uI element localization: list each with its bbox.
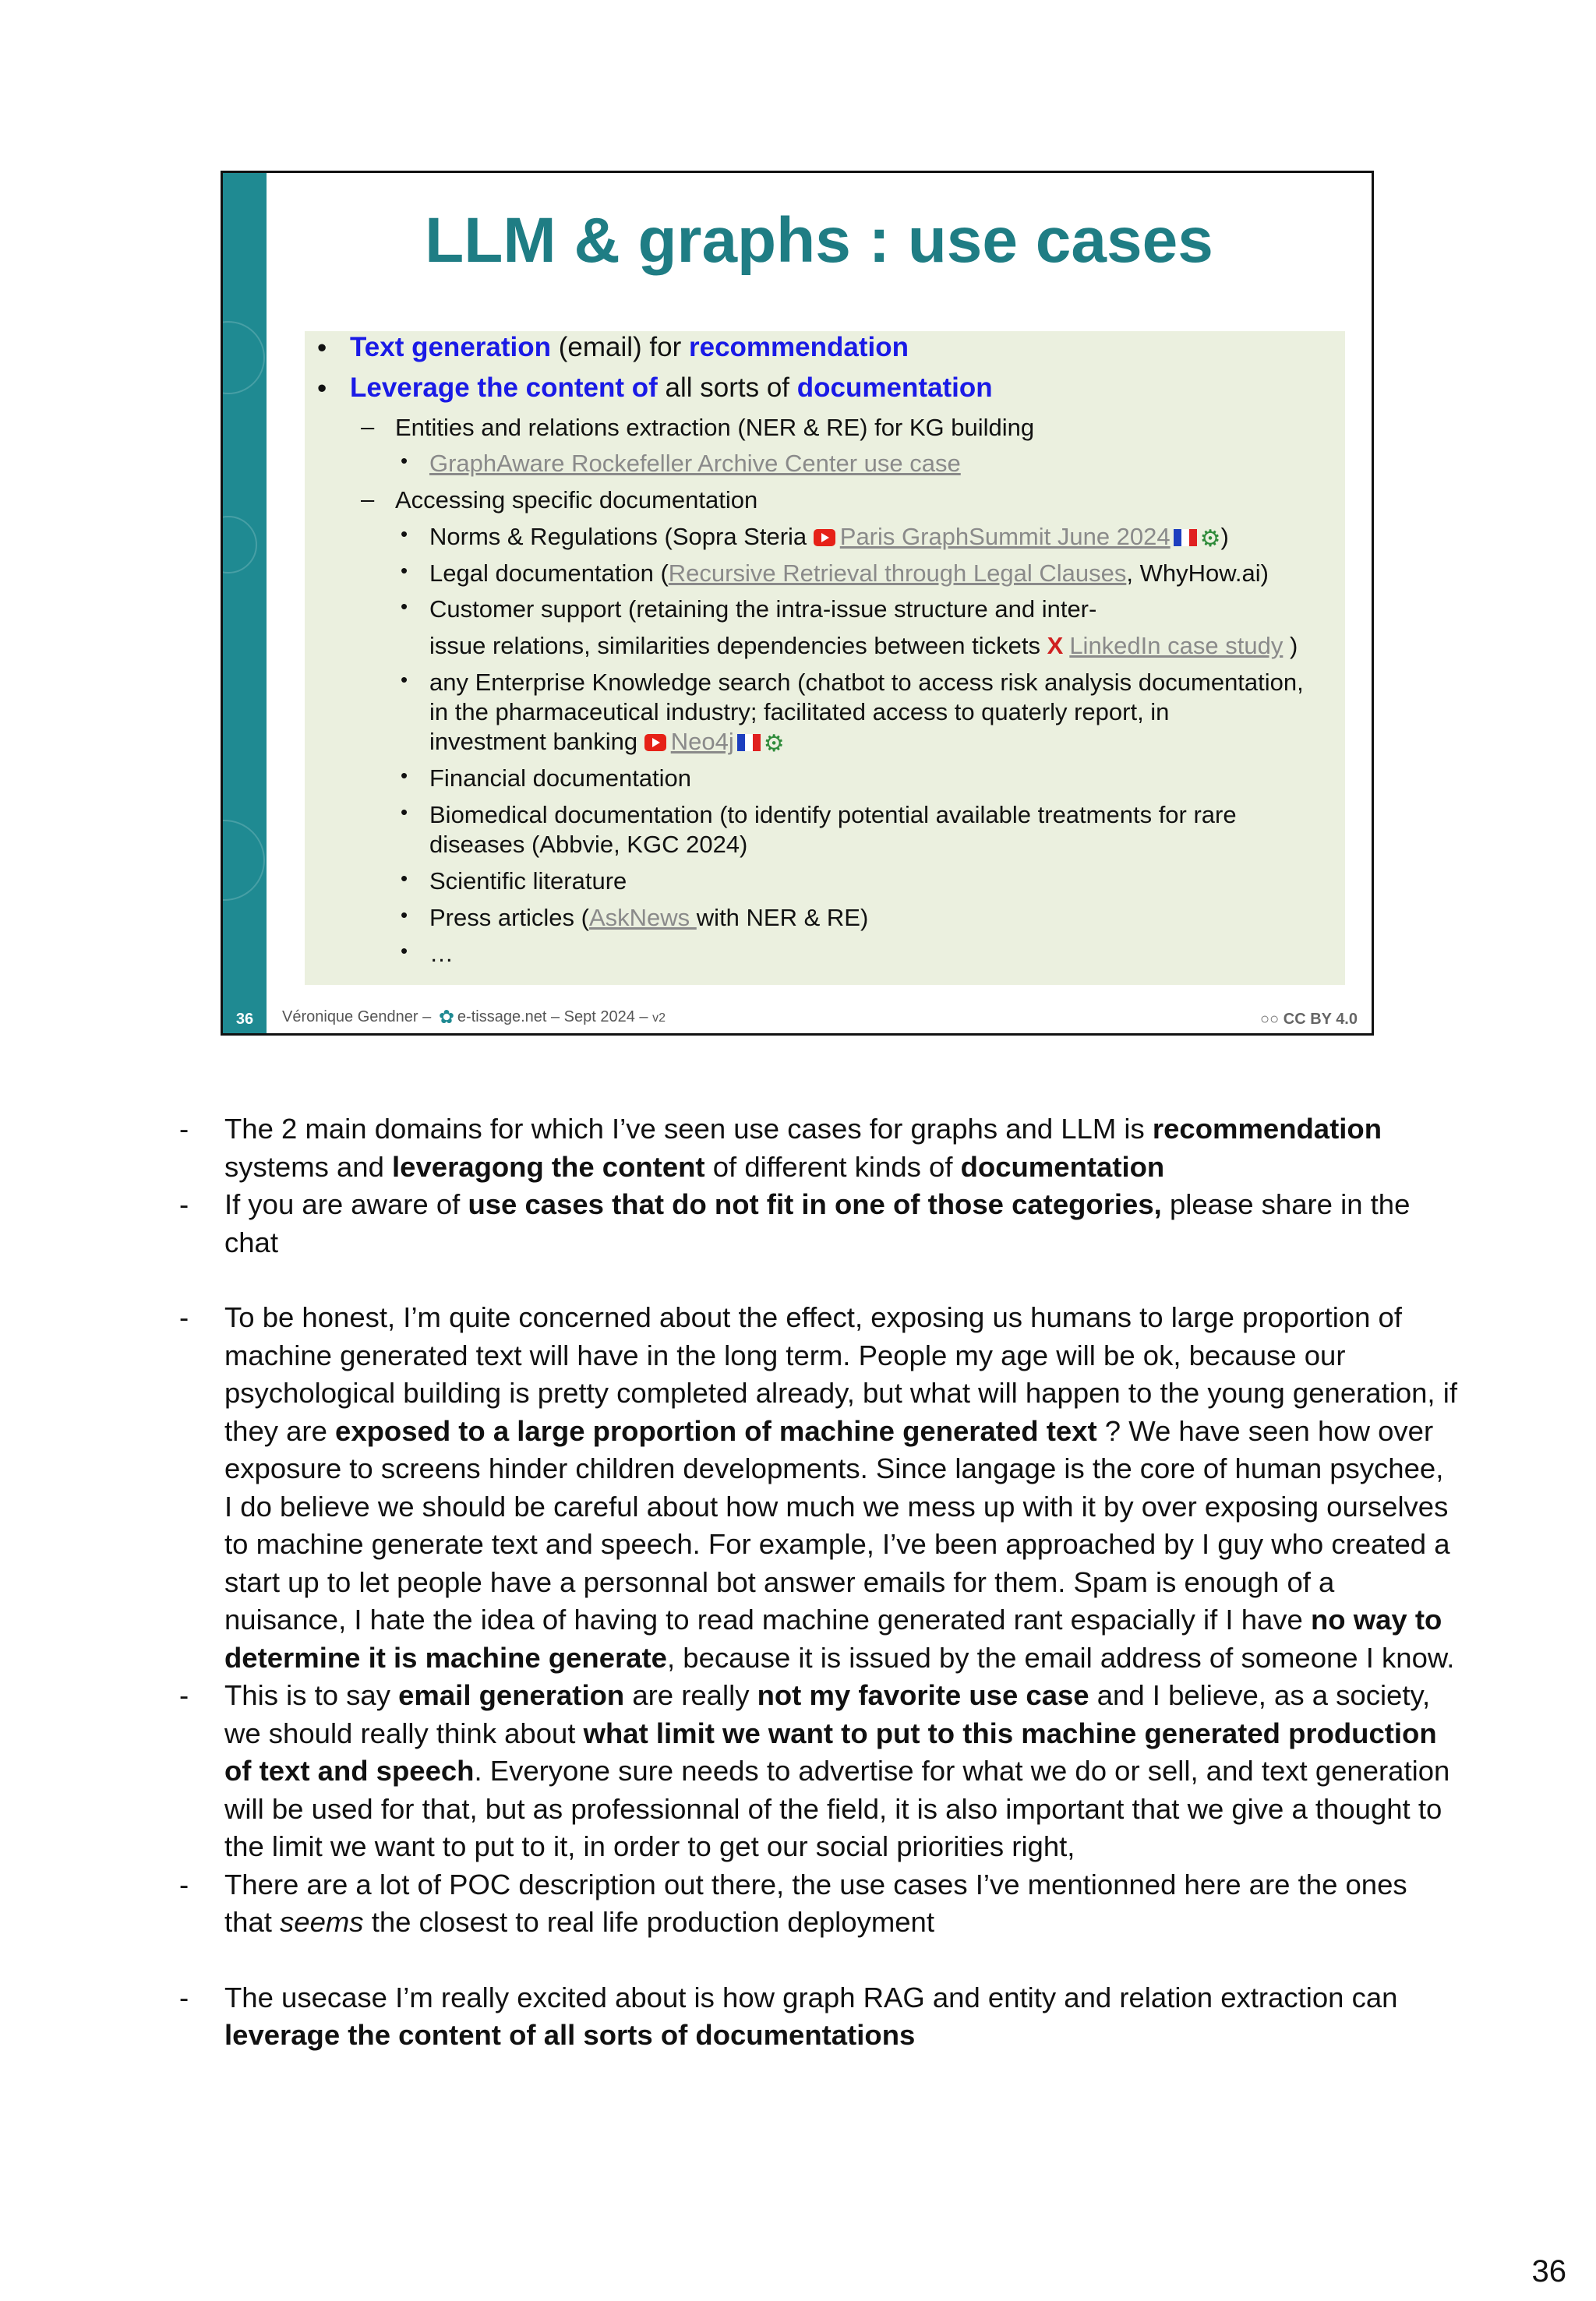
item-ellipsis: … [429, 940, 454, 967]
item-biomedical-line2: diseases (Abbvie, KGC 2024) [429, 831, 748, 858]
item-press-articles: Press articles (AskNews with NER & RE) [429, 904, 869, 931]
item-norms-regulations: Norms & Regulations (Sopra Steria Paris GraphSummit June 2024 ⚙) [429, 522, 1229, 554]
item-enterprise-line2: in the pharmaceutical industry; facilitated access to quaterly report, in [429, 698, 1170, 725]
e-tissage-logo-icon: ✿ [438, 1007, 454, 1028]
slide-number: 36 [235, 1011, 254, 1028]
neo4j-link[interactable]: Neo4j [670, 728, 734, 755]
robot-icon: ⚙ [1199, 526, 1221, 552]
note-item: - The usecase I’m really excited about is how graph RAG and entity and relation extraction can leverage the content of all sorts of documentations [179, 1981, 1398, 2051]
graphaware-link[interactable]: GraphAware Rockefeller Archive Center use case [429, 450, 961, 477]
x-twitter-icon: X [1047, 632, 1064, 659]
item-biomedical-line1: Biomedical documentation (to identify potential available treatments for rare [429, 801, 1237, 828]
youtube-icon [814, 529, 835, 546]
slide-content-box: • Text generation (email) for recommendation • Leverage the content of all sorts of documentation – Entities and relations extraction (NER & RE) for KG building • GraphAware Rockefeller Archive Center use case – Accessing specific documentation • Norms & Regulations (Sopra Steria Paris GraphSummit June 2024 ⚙) • Legal documentation (Recursive Retrieval through Legal Clauses, WhyHow.ai) • Customer support (retaining the intra-issue structure and inter- issue relations, similarities dependencies between tickets X LinkedIn case study ) • any Enterprise Knowledge search (chatbot to access risk analysis documentation, in the pharmaceutical industry; facilitated access to quaterly report, in investment banking Neo4j ⚙ • Financial documentation • Biomedical documentation (to identify potential available treatments for rare diseases (Abbvie, KGC 2024) • Scientific literature • Press articles (AskNews with NER & RE) • … [305, 331, 1345, 985]
asknews-link[interactable]: AskNews [588, 904, 697, 931]
item-legal-documentation: Legal documentation (Recursive Retrieval through Legal Clauses, WhyHow.ai) [429, 559, 1269, 587]
sub-accessing-documentation: Accessing specific documentation [395, 486, 758, 513]
note-item: - This is to say email generation are really not my favorite use case and I believe, as a society, we should really think about what limit we want to put to this machine generated production of text and speech. Everyone sure needs to advertise for what we do or sell, and text generation will be used for that, but as professionnal of the field, it is also important that we give a thought to the limit we want to put to it, in order to get our social priorities right, [179, 1679, 1450, 1862]
paris-graphsummit-link[interactable]: Paris GraphSummit June 2024 [839, 523, 1171, 550]
slide-footer: Véronique Gendner – ✿ e-tissage.net – Sept 2024 – v2 [282, 1007, 666, 1028]
note-item: - The 2 main domains for which I’ve seen use cases for graphs and LLM is recommendation systems and leveragong the content of different kinds of documentation [179, 1113, 1382, 1183]
page-number: 36 [1531, 2254, 1566, 2289]
youtube-icon [644, 734, 666, 751]
french-flag-icon [737, 734, 761, 751]
item-customer-support-line1: Customer support (retaining the intra-issue structure and inter- [429, 595, 1097, 623]
item-scientific: Scientific literature [429, 867, 627, 895]
sub-entities-extraction: Entities and relations extraction (NER & RE) for KG building [395, 414, 1035, 441]
cc-license: ○○ CC BY 4.0 [1260, 1011, 1358, 1028]
note-item: - There are a lot of POC description out there, the use cases I’ve mentionned here are the ones that seems the closest to real life production deployment [179, 1868, 1407, 1938]
slide-sidebar [223, 173, 267, 1033]
item-financial: Financial documentation [429, 764, 692, 792]
bullet-text-generation: Text generation (email) for recommendation [350, 332, 909, 362]
item-customer-support-line2: issue relations, similarities dependencies between tickets X LinkedIn case study ) [429, 632, 1298, 659]
french-flag-icon [1174, 529, 1197, 546]
bullet-leverage-content: Leverage the content of all sorts of documentation [350, 372, 993, 403]
item-enterprise-line1: any Enterprise Knowledge search (chatbot to access risk analysis documentation, [429, 669, 1304, 696]
cc-icon: ○○ [1260, 1011, 1280, 1028]
legal-clauses-link[interactable]: Recursive Retrieval through Legal Clauses [668, 559, 1127, 587]
slide-title: LLM & graphs : use cases [425, 205, 1213, 276]
speaker-notes [179, 1110, 1457, 2055]
note-item: - If you are aware of use cases that do not fit in one of those categories, please share in the chat [179, 1188, 1411, 1258]
note-item: - To be honest, I’m quite concerned about the effect, exposing us humans to large proportion of machine generated text will have in the long term. People my age will be ok, because our psychological building is pretty completed already, but what will happen to the young generation, if they are exposed to a large proportion of machine generated text ? We have seen how over exposure to screens hinder children developments. Since langage is the core of human psychee, I do believe we should be careful about how much we mess up with it by over exposing ourselves to machine generate text and speech. For example, I’ve been approached by I guy who created a start up to let people have a personnal bot answer emails for them. Spam is enough of a nuisance, I hate the idea of having to read machine generated rant espacially if I have no way to determine it is machine generate, because it is issued by the email address of someone I know. [179, 1301, 1457, 1674]
robot-icon: ⚙ [763, 731, 785, 757]
slide-image [221, 171, 1374, 1036]
item-enterprise-line3: investment banking Neo4j ⚙ [429, 727, 785, 759]
linkedin-case-study-link[interactable]: LinkedIn case study [1069, 632, 1284, 659]
